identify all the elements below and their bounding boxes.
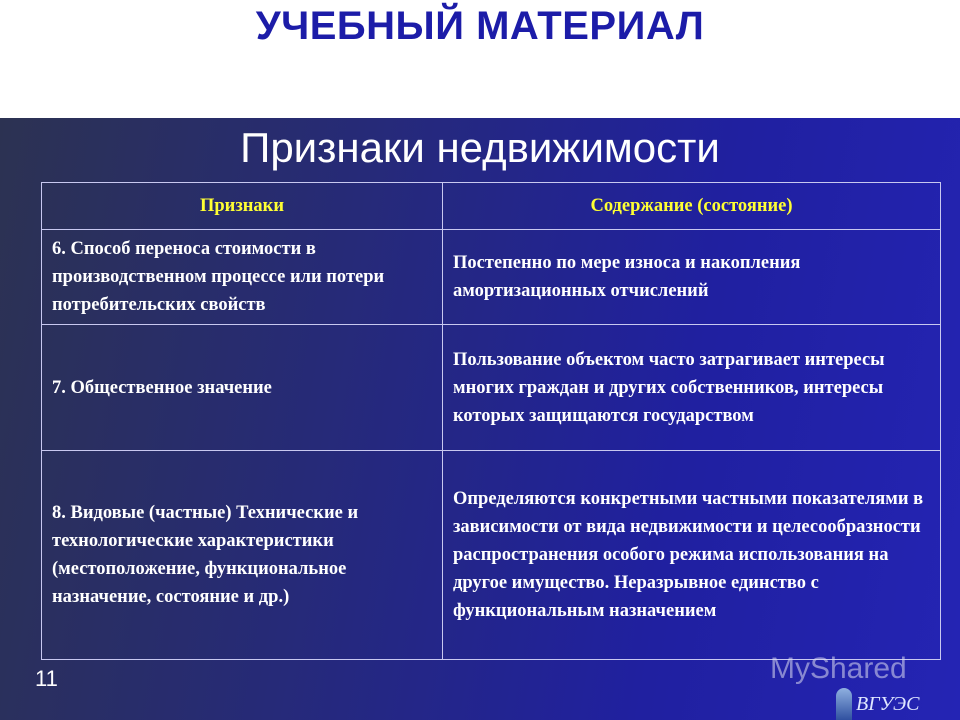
feature-cell: 8. Видовые (частные) Технические и технологические характеристики (местоположение, функциональное назначение, состояние и др.) bbox=[42, 451, 443, 660]
content-cell: Определяются конкретными частными показателями в зависимости от вида недвижимости и целесообразности распространения особого режима использования на другое имущество. Неразрывное единство с функциональным назначением bbox=[443, 451, 941, 660]
page-title: УЧЕБНЫЙ МАТЕРИАЛ bbox=[255, 4, 705, 48]
table-header-row bbox=[42, 183, 941, 230]
features-table bbox=[41, 182, 941, 660]
university-logo bbox=[836, 688, 926, 720]
table-row bbox=[42, 230, 941, 325]
feature-cell: 7. Общественное значение bbox=[42, 325, 443, 451]
watermark: MyShared bbox=[770, 652, 907, 685]
logo-text: ВГУЭС bbox=[856, 693, 920, 715]
table-row bbox=[42, 451, 941, 660]
page-number: 11 bbox=[35, 666, 58, 691]
content-cell: Постепенно по мере износа и накопления амортизационных отчислений bbox=[443, 230, 941, 325]
header bbox=[0, 0, 960, 118]
table-row bbox=[42, 325, 941, 451]
slide-subtitle: Признаки недвижимости bbox=[240, 124, 720, 171]
logo-figure-icon bbox=[836, 688, 852, 720]
slide bbox=[0, 118, 960, 720]
feature-cell: 6. Способ переноса стоимости в производственном процессе или потери потребительских свойств bbox=[42, 230, 443, 325]
column-header: Содержание (состояние) bbox=[443, 183, 941, 230]
content-cell: Пользование объектом часто затрагивает интересы многих граждан и других собственников, интересы которых защищаются государством bbox=[443, 325, 941, 451]
column-header: Признаки bbox=[42, 183, 443, 230]
